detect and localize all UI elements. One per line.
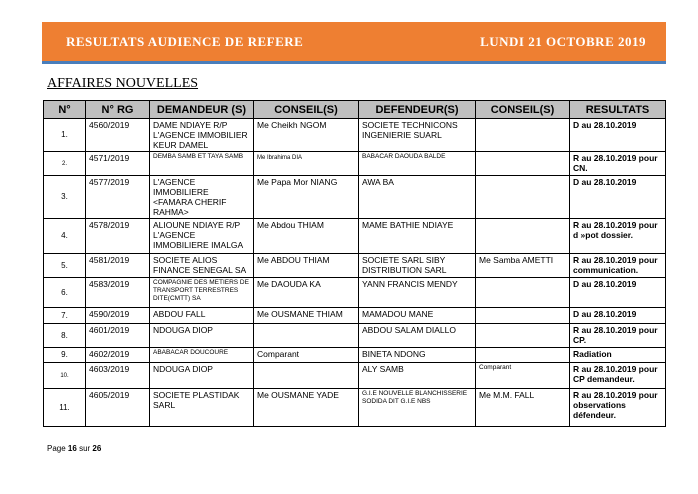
cell-conseil-defendeur (476, 348, 570, 363)
cell-resultat: R au 28.10.2019 pour observations défendeur. (570, 389, 666, 427)
table-row (44, 119, 666, 152)
cell-resultat: Radiation (570, 348, 666, 363)
cell-defendeur: SOCIETE SARL SIBY DISTRIBUTION SARL (359, 254, 476, 278)
cell-defendeur: ALY SAMB (359, 363, 476, 389)
cell-conseil-defendeur: Me Samba AMETTI (476, 254, 570, 278)
cell-demandeur: ABDOU FALL (150, 308, 254, 324)
footer-page-total: 26 (92, 444, 102, 453)
cell-defendeur: MAME BATHIE NDIAYE (359, 219, 476, 254)
cell-defendeur: AWA BA (359, 176, 476, 219)
cell-resultat: R au 28.10.2019 pour CP demandeur. (570, 363, 666, 389)
cell-defendeur: G.I.E NOUVELLE BLANCHISSERIE SODIDA DIT G.I.E NBS (359, 389, 476, 427)
cell-rg: 4571/2019 (86, 152, 150, 176)
header-conseil-demandeur: CONSEIL(S) (254, 101, 359, 119)
cell-defendeur: ABDOU SALAM DIALLO (359, 324, 476, 348)
cell-conseil-defendeur: Me M.M. FALL (476, 389, 570, 427)
cell-conseil-demandeur: Me Ibrahima DIA (254, 152, 359, 176)
cell-rg: 4601/2019 (86, 324, 150, 348)
cell-num: 10. (44, 363, 86, 389)
cell-resultat: R au 28.10.2019 pour CN. (570, 152, 666, 176)
cell-demandeur: DEMBA SAMB ET TAYA SAMB (150, 152, 254, 176)
cell-conseil-demandeur: Me Abdou THIAM (254, 219, 359, 254)
cell-defendeur: BINETA NDONG (359, 348, 476, 363)
cell-conseil-demandeur (254, 363, 359, 389)
table-row (44, 363, 666, 389)
cell-rg: 4590/2019 (86, 308, 150, 324)
cell-demandeur: ALIOUNE NDIAYE R/P L'AGENCE IMMOBILIERE IMALGA (150, 219, 254, 254)
table-row (44, 219, 666, 254)
table-row (44, 176, 666, 219)
table-row (44, 348, 666, 363)
table-row (44, 324, 666, 348)
cell-num: 5. (44, 254, 86, 278)
header-resultats: RESULTATS (570, 101, 666, 119)
cell-conseil-defendeur (476, 308, 570, 324)
page-footer (47, 444, 101, 453)
header-demandeur: DEMANDEUR (S) (150, 101, 254, 119)
cell-conseil-defendeur (476, 219, 570, 254)
cell-conseil-demandeur: Me ABDOU THIAM (254, 254, 359, 278)
cell-resultat: D au 28.10.2019 (570, 278, 666, 308)
cell-conseil-demandeur: Comparant (254, 348, 359, 363)
cell-rg: 4583/2019 (86, 278, 150, 308)
cell-demandeur: COMPAGNIE DES METIERS DE TRANSPORT TERRESTRES DITE(CMTT) SA (150, 278, 254, 308)
cell-num: 6. (44, 278, 86, 308)
cell-defendeur: SOCIETE TECHNICONS INGENIERIE SUARL (359, 119, 476, 152)
cell-rg: 4578/2019 (86, 219, 150, 254)
cell-num: 8. (44, 324, 86, 348)
table-row (44, 389, 666, 427)
header-num: N° (44, 101, 86, 119)
cell-num: 1. (44, 119, 86, 152)
cell-num: 9. (44, 348, 86, 363)
cell-resultat: D au 28.10.2019 (570, 119, 666, 152)
banner-title: RESULTATS AUDIENCE DE REFERE (66, 34, 304, 49)
cell-rg: 4602/2019 (86, 348, 150, 363)
section-title: AFFAIRES NOUVELLES (47, 76, 199, 91)
table-row (44, 278, 666, 308)
cell-conseil-demandeur: Me Papa Mor NIANG (254, 176, 359, 219)
cell-defendeur: MAMADOU MANE (359, 308, 476, 324)
cell-demandeur: NDOUGA DIOP (150, 363, 254, 389)
cell-rg: 4605/2019 (86, 389, 150, 427)
cell-num: 2. (44, 152, 86, 176)
results-table (43, 100, 666, 427)
cell-num: 3. (44, 176, 86, 219)
cell-num: 7. (44, 308, 86, 324)
cell-resultat: R au 28.10.2019 pour d »pot dossier. (570, 219, 666, 254)
cell-conseil-defendeur (476, 324, 570, 348)
table-row (44, 254, 666, 278)
cell-conseil-demandeur (254, 324, 359, 348)
cell-demandeur: NDOUGA DIOP (150, 324, 254, 348)
header-conseil-defendeur: CONSEIL(S) (476, 101, 570, 119)
footer-separator: sur (79, 444, 91, 453)
cell-rg: 4560/2019 (86, 119, 150, 152)
table-header-row (44, 101, 666, 119)
cell-defendeur: YANN FRANCIS MENDY (359, 278, 476, 308)
cell-rg: 4581/2019 (86, 254, 150, 278)
cell-conseil-defendeur (476, 278, 570, 308)
header-rg: N° RG (86, 101, 150, 119)
cell-conseil-defendeur (476, 152, 570, 176)
cell-defendeur: BABACAR DAOUDA BALDE (359, 152, 476, 176)
cell-num: 11. (44, 389, 86, 427)
cell-demandeur: DAME NDIAYE R/P L'AGENCE IMMOBILIER KEUR DAMEL (150, 119, 254, 152)
cell-conseil-demandeur: Me OUSMANE THIAM (254, 308, 359, 324)
cell-demandeur: ABABACAR DOUCOURE (150, 348, 254, 363)
cell-resultat: R au 28.10.2019 pour CP. (570, 324, 666, 348)
header-banner (42, 22, 666, 61)
cell-resultat: D au 28.10.2019 (570, 176, 666, 219)
table-row (44, 152, 666, 176)
table-row (44, 308, 666, 324)
cell-conseil-demandeur: Me OUSMANE YADE (254, 389, 359, 427)
banner-date: LUNDI 21 OCTOBRE 2019 (480, 34, 646, 49)
cell-conseil-demandeur: Me DAOUDA KA (254, 278, 359, 308)
footer-page-label: Page (47, 444, 66, 453)
cell-conseil-defendeur (476, 176, 570, 219)
cell-resultat: D au 28.10.2019 (570, 308, 666, 324)
cell-demandeur: SOCIETE PLASTIDAK SARL (150, 389, 254, 427)
cell-rg: 4577/2019 (86, 176, 150, 219)
footer-page-number: 16 (67, 444, 77, 453)
header-defendeur: DEFENDEUR(S) (359, 101, 476, 119)
cell-demandeur: SOCIETE ALIOS FINANCE SENEGAL SA (150, 254, 254, 278)
cell-resultat: R au 28.10.2019 pour communication. (570, 254, 666, 278)
cell-rg: 4603/2019 (86, 363, 150, 389)
cell-demandeur: L'AGENCE IMMOBILIERE <FAMARA CHERIF RAHMA> (150, 176, 254, 219)
cell-conseil-defendeur (476, 119, 570, 152)
cell-num: 4. (44, 219, 86, 254)
cell-conseil-demandeur: Me Cheikh NGOM (254, 119, 359, 152)
banner-underline (42, 61, 666, 64)
cell-conseil-defendeur: Comparant (476, 363, 570, 389)
